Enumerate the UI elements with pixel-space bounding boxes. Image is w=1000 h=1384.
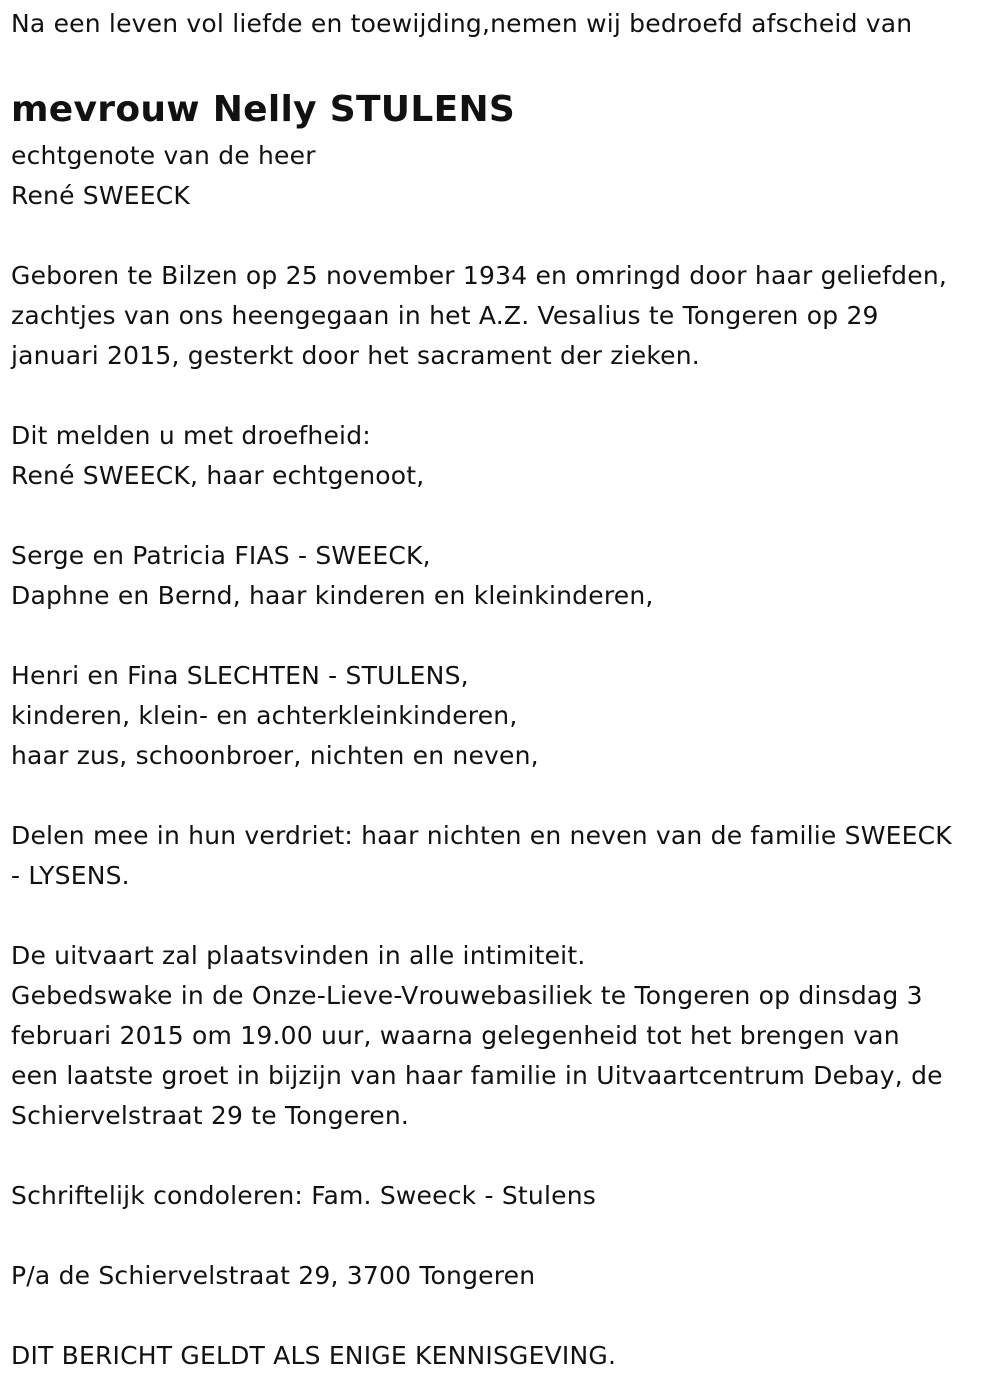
- spacer: [11, 616, 993, 656]
- intro-text: Na een leven vol liefde en toewijding,nemen wij bedroefd afscheid van: [11, 9, 913, 38]
- share-grief-block: [11, 816, 993, 896]
- paragraph-line: Geboren te Bilzen op 25 november 1934 en omringd door haar geliefden,: [11, 261, 948, 290]
- paragraph-line: een laatste groet in bijzijn van haar familie in Uitvaartcentrum Debay, de: [11, 1061, 943, 1090]
- paragraph-line: januari 2015, gesterkt door het sacrament der zieken.: [11, 341, 700, 370]
- funeral-details: [11, 936, 993, 1136]
- spouse-relation: echtgenote van de heer: [11, 141, 316, 170]
- birth-death-paragraph: [11, 256, 993, 376]
- family-line: kinderen, klein- en achterkleinkinderen,: [11, 701, 518, 730]
- family-line: haar zus, schoonbroer, nichten en neven,: [11, 741, 539, 770]
- paragraph-line: februari 2015 om 19.00 uur, waarna gelegenheid tot het brengen van: [11, 1021, 900, 1050]
- paragraph-line: Schiervelstraat 29 te Tongeren.: [11, 1101, 410, 1130]
- husband-line: René SWEECK, haar echtgenoot,: [11, 461, 425, 490]
- family-line: Serge en Patricia FIAS - SWEECK,: [11, 541, 431, 570]
- announcers-heading: Dit melden u met droefheid:: [11, 421, 371, 450]
- paragraph-line: - LYSENS.: [11, 861, 130, 890]
- family-line: Daphne en Bernd, haar kinderen en kleinkinderen,: [11, 581, 654, 610]
- deceased-name: mevrouw Nelly STULENS: [11, 89, 516, 130]
- paragraph-line: zachtjes van ons heengegaan in het A.Z. Vesalius te Tongeren op 29: [11, 301, 879, 330]
- closing-line: DIT BERICHT GELDT ALS ENIGE KENNISGEVING.: [11, 1341, 617, 1370]
- children-block: [11, 536, 993, 616]
- spacer: [11, 776, 993, 816]
- family-line: Henri en Fina SLECHTEN - STULENS,: [11, 661, 469, 690]
- address-line: P/a de Schiervelstraat 29, 3700 Tongeren: [11, 1261, 536, 1290]
- spacer: [11, 896, 993, 936]
- spouse-name: René SWEECK: [11, 181, 191, 210]
- sister-family-block: [11, 656, 993, 776]
- spacer: [11, 376, 993, 416]
- paragraph-line: De uitvaart zal plaatsvinden in alle intimiteit.: [11, 941, 586, 970]
- spacer: [11, 1136, 993, 1176]
- spacer: [11, 496, 993, 536]
- paragraph-line: Delen mee in hun verdriet: haar nichten en neven van de familie SWEECK: [11, 821, 952, 850]
- condolences-line: Schriftelijk condoleren: Fam. Sweeck - Stulens: [11, 1181, 596, 1210]
- spacer: [11, 216, 993, 256]
- spacer: [11, 44, 993, 84]
- spacer: [11, 1296, 993, 1336]
- spacer: [11, 1216, 993, 1256]
- obituary-notice: [11, 0, 993, 1376]
- paragraph-line: Gebedswake in de Onze-Lieve-Vrouwebasiliek te Tongeren op dinsdag 3: [11, 981, 923, 1010]
